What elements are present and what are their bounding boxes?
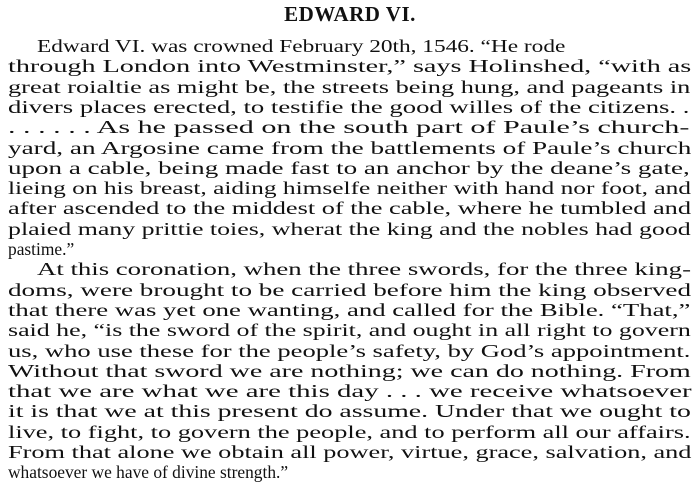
text-line: it is that we at this present do assume. Under that we ought to [8, 401, 691, 422]
text-line: that there was yet one wanting, and called for the Bible. “That,” [8, 299, 691, 320]
text-line: upon a cable, being made fast to an anchor by the deane’s gate, [8, 157, 690, 178]
text-line: Without that sword we are nothing; we can do nothing. From [8, 360, 691, 381]
text-line: doms, were brought to be carried before him the king observed [8, 279, 692, 300]
text-line: whatsoever we have of divine strength.” [8, 462, 289, 483]
text-line: pastime.” [8, 239, 75, 259]
text-line: through London into Westminster,” says Holinshed, “with as [8, 56, 692, 77]
text-line: us, who use these for the people’s safety, by God’s appointment. [8, 340, 691, 361]
text-line: plaied many prittie toies, wherat the king and the nobles had good [8, 218, 691, 239]
text-line: From that alone we obtain all power, virtue, grace, salvation, and [8, 442, 692, 462]
text-line: At this coronation, when the three swords, for the three king- [37, 259, 691, 280]
text-line: . . . . . . As he passed on the south part of Paule’s church- [8, 117, 690, 138]
text-line: live, to fight, to govern the people, and to perform all our affairs. [8, 421, 691, 442]
text-line: that we are what we are this day . . . we receive whatsoever [8, 381, 692, 402]
text-line: great roialtie as might be, the streets being hung, and pageants in [8, 76, 691, 97]
text-line: yard, an Argosine came from the battlements of Paule’s church [8, 137, 692, 158]
text-line: divers places erected, to testifie the good willes of the citizens. . [8, 96, 690, 117]
text-line: said he, “is the sword of the spirit, and ought in all right to govern [8, 320, 691, 341]
text-line: lieing on his breast, aiding himselfe neither with hand nor foot, and [8, 178, 691, 199]
text-line: after ascended to the middest of the cable, where he tumbled and [8, 198, 692, 219]
article-title: EDWARD VI. [284, 2, 416, 26]
text-line: Edward VI. was crowned February 20th, 1546. “He rode [37, 36, 566, 56]
